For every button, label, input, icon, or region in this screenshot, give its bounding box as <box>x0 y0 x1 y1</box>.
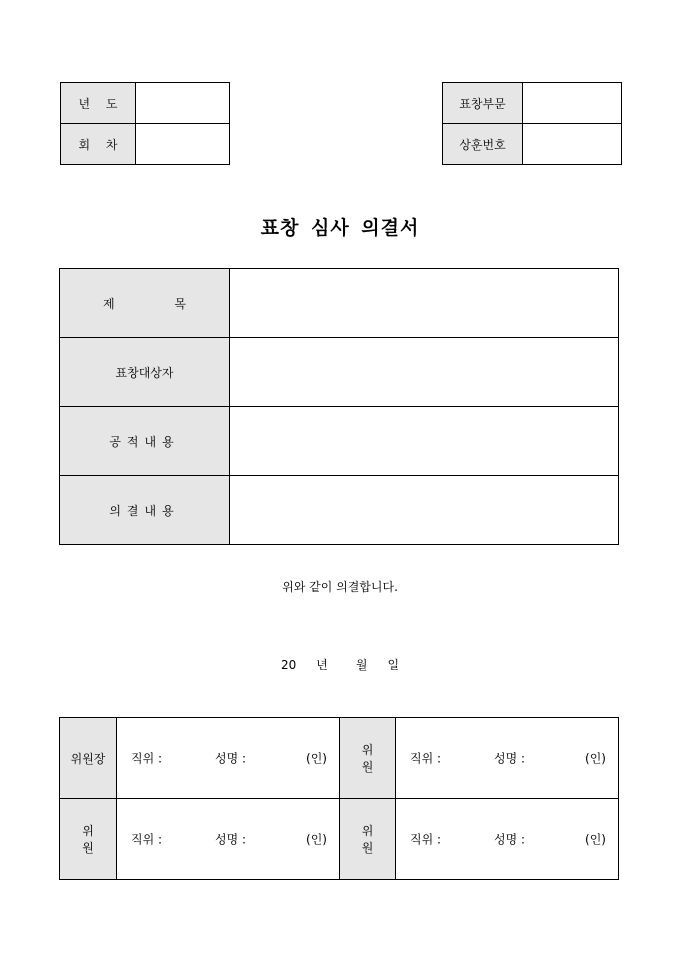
signature-row <box>60 799 619 880</box>
document-title: 표창 심사 의결서 <box>260 217 420 239</box>
position-label: 직위 : <box>131 832 163 847</box>
subject-label: 제 목 <box>60 269 230 338</box>
award-number-field[interactable] <box>523 124 622 165</box>
chair-label: 위원장 <box>60 718 117 799</box>
resolution-statement: 위와 같이 의결합니다. <box>282 580 398 594</box>
date-day-unit: 일 <box>387 658 400 672</box>
resolution-label: 의결내용 <box>60 476 230 545</box>
name-label: 성명 : <box>215 832 247 847</box>
member-label: 위 원 <box>340 799 396 880</box>
subject-field[interactable] <box>230 269 619 338</box>
seal-label: (인) <box>585 832 606 847</box>
member-signature-cell[interactable] <box>117 799 340 880</box>
position-label: 직위 : <box>410 751 442 766</box>
seal-label: (인) <box>306 832 327 847</box>
resolution-field[interactable] <box>230 476 619 545</box>
member-signature-cell[interactable] <box>396 718 619 799</box>
recipient-field[interactable] <box>230 338 619 407</box>
award-info-table <box>442 82 622 165</box>
seal-label: (인) <box>585 751 606 766</box>
position-label: 직위 : <box>410 832 442 847</box>
signature-table <box>59 717 619 880</box>
year-session-table <box>60 82 230 165</box>
session-label: 회 차 <box>61 124 136 165</box>
merit-field[interactable] <box>230 407 619 476</box>
chair-signature-cell[interactable] <box>117 718 340 799</box>
signature-row <box>60 718 619 799</box>
award-dept-field[interactable] <box>523 83 622 124</box>
award-number-label: 상훈번호 <box>443 124 523 165</box>
member-label: 위 원 <box>60 799 117 880</box>
year-label: 년 도 <box>61 83 136 124</box>
recipient-label: 표창대상자 <box>60 338 230 407</box>
date-month-unit: 월 <box>355 658 368 672</box>
name-label: 성명 : <box>215 751 247 766</box>
session-field[interactable] <box>136 124 230 165</box>
date-year-prefix: 20 <box>280 658 297 672</box>
name-label: 성명 : <box>494 751 526 766</box>
award-dept-label: 표창부문 <box>443 83 523 124</box>
member-label: 위 원 <box>340 718 396 799</box>
review-table <box>59 268 619 545</box>
year-field[interactable] <box>136 83 230 124</box>
member-signature-cell[interactable] <box>396 799 619 880</box>
seal-label: (인) <box>306 751 327 766</box>
date-year-unit: 년 <box>316 658 328 672</box>
merit-label: 공적내용 <box>60 407 230 476</box>
name-label: 성명 : <box>494 832 526 847</box>
date-line <box>0 656 680 673</box>
position-label: 직위 : <box>131 751 163 766</box>
